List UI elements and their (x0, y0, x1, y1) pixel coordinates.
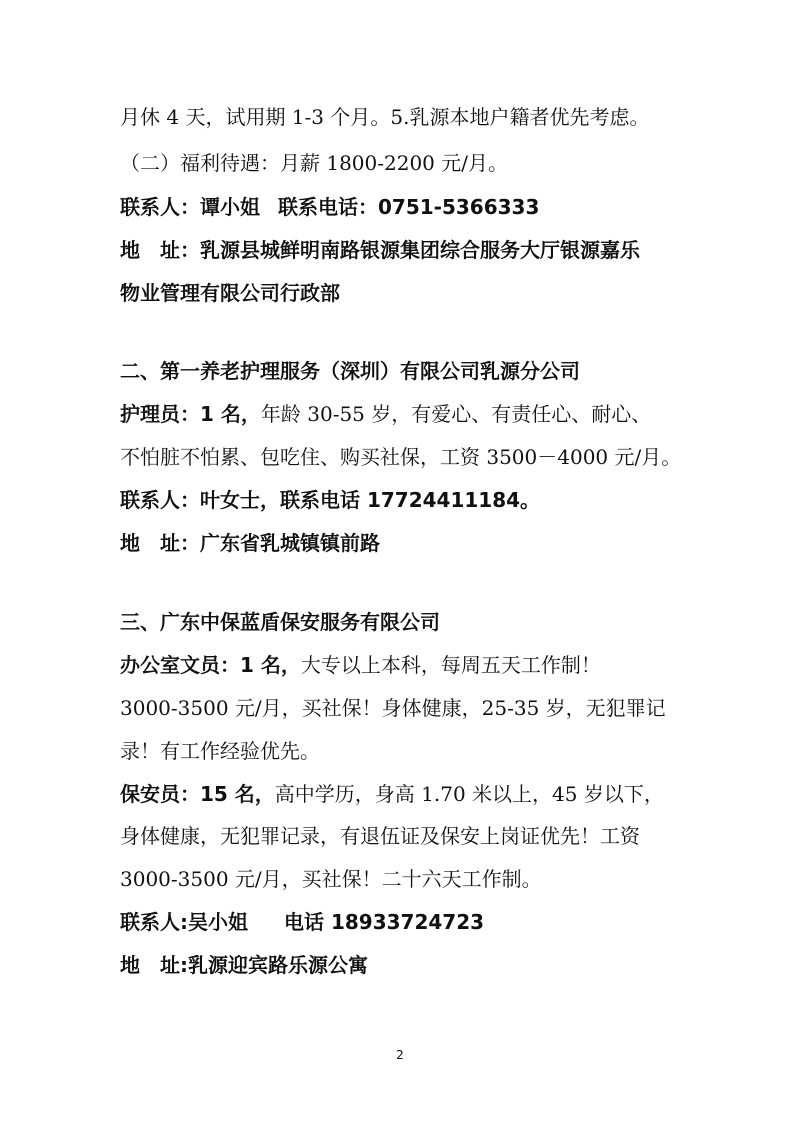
section-heading: 三、广东中保蓝盾保安服务有限公司 (120, 610, 440, 634)
job-title: 护理员：1 名， (120, 402, 261, 426)
address-line (120, 236, 640, 264)
contact-phone: 联系电话：0751-5366333 (278, 195, 540, 219)
address-line-continued: 物业管理有限公司行政部 (120, 281, 340, 305)
address-line: 地 址：广东省乳城镇镇前路 (120, 531, 380, 555)
job-requirements: 年龄 30-55 岁，有爱心、有责任心、耐心、 (260, 402, 652, 426)
job-description-line: 身体健康，无犯罪记录，有退伍证及保安上岗证优先！工资 (120, 824, 640, 848)
contact-person: 联系人：谭小姐 (120, 195, 260, 219)
job-title: 办公室文员：1 名， (120, 653, 301, 677)
address-value: 乳源县城鲜明南路银源集团综合服务大厅银源嘉乐 (200, 238, 640, 262)
job-description-line: 不怕脏不怕累、包吃住、购买社保，工资 3500－4000 元/月。 (120, 445, 682, 469)
section-heading: 二、第一养老护理服务（深圳）有限公司乳源分公司 (120, 359, 580, 383)
contact-line: 联系人：叶女士，联系电话 17724411184。 (120, 488, 541, 512)
page-number: 2 (396, 1048, 404, 1062)
address-value: 乳源迎宾路乐源公寓 (188, 953, 368, 977)
job-description-line: 3000-3500 元/月，买社保！二十六天工作制。 (120, 867, 542, 891)
job-description-line: 3000-3500 元/月，买社保！身体健康，25-35 岁，无犯罪记 (120, 696, 666, 720)
contact-line (120, 193, 539, 221)
contact-person: 联系人:吴小姐 (120, 910, 248, 934)
address-line (120, 951, 368, 979)
job-requirements: 大专以上本科，每周五天工作制！ (300, 653, 601, 677)
address-label: 地 址： (120, 238, 200, 262)
job-description-line (120, 651, 601, 679)
body-text-line: 月休 4 天，试用期 1-3 个月。5.乳源本地户籍者优先考虑。 (120, 105, 650, 129)
job-description-line (120, 780, 664, 808)
benefits-line: （二）福利待遇：月薪 1800-2200 元/月。 (120, 151, 509, 175)
job-requirements: 高中学历，身高 1.70 米以上，45 岁以下， (274, 782, 664, 806)
address-label: 地 址: (120, 953, 188, 977)
job-description-line (120, 400, 651, 428)
job-title: 保安员：15 名， (120, 782, 275, 806)
job-description-line: 录！有工作经验优先。 (120, 739, 320, 763)
contact-phone: 电话 18933724723 (284, 910, 485, 934)
contact-line (120, 908, 484, 936)
